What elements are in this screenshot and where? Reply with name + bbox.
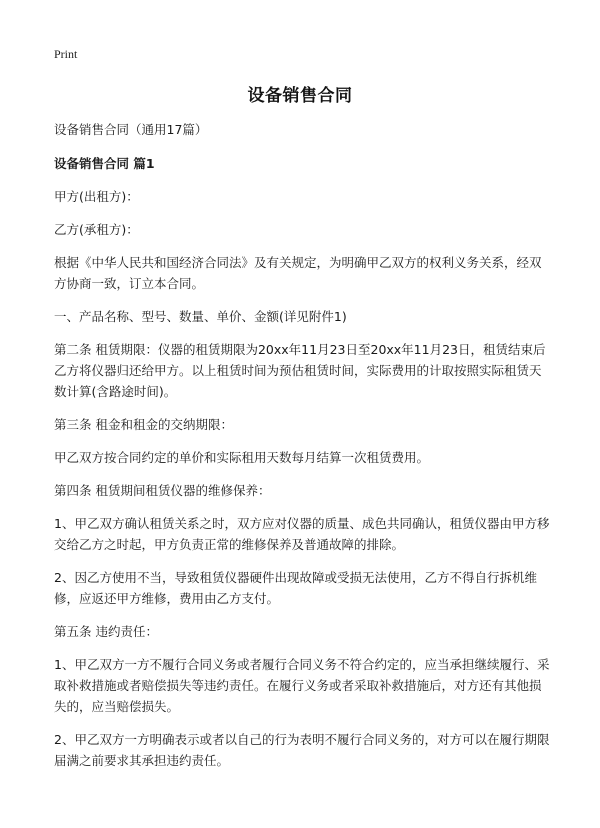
clause-maintenance-item-2: 2、因乙方使用不当，导致租赁仪器硬件出现故障或受损无法使用，乙方不得自行拆机维修，应返还甲方维修，费用由乙方支付。 <box>54 570 537 606</box>
clause-maintenance-item-1: 1、甲乙双方确认租赁关系之时，双方应对仪器的质量、成色共同确认，租赁仪器由甲方移交给乙方之时起，甲方负责正常的维修保养及普通故障的排除。 <box>54 516 550 552</box>
clause-liability-heading: 第五条 违约责任： <box>54 624 158 639</box>
document-subtitle: 设备销售合同（通用17篇） <box>54 122 208 137</box>
clause-rent-heading: 第三条 租金和租金的交纳期限： <box>54 417 233 432</box>
party-b-line: 乙方(承租方)： <box>54 222 139 237</box>
clause-maintenance-heading: 第四条 租赁期间租赁仪器的维修保养： <box>54 483 271 498</box>
clause-product-info: 一、产品名称、型号、数量、单价、金额(详见附件1) <box>54 309 347 324</box>
clause-rent-body: 甲乙双方按合同约定的单价和实际租用天数每月结算一次租赁费用。 <box>54 450 430 465</box>
clause-liability-item-2: 2、甲乙双方一方明确表示或者以自己的行为表明不履行合同义务的，对方可以在履行期限届满之前要求其承担违约责任。 <box>54 732 550 768</box>
clause-lease-term: 第二条 租赁期限：仪器的租赁期限为20xx年11月23日至20xx年11月23日，租赁结束后乙方将仪器归还给甲方。以上租赁时间为预估租赁时间，实际费用的计取按照实际租赁天数计算(含路途时间)。 <box>54 342 546 399</box>
document-body <box>54 119 550 783</box>
section-heading: 设备销售合同 篇1 <box>54 156 155 171</box>
clause-liability-item-1: 1、甲乙双方一方不履行合同义务或者履行合同义务不符合约定的，应当承担继续履行、采取补救措施或者赔偿损失等违约责任。在履行义务或者采取补救措施后，对方还有其他损失的，应当赔偿损失。 <box>54 657 550 714</box>
party-a-line: 甲方(出租方)： <box>54 189 139 204</box>
preamble-paragraph: 根据《中华人民共和国经济合同法》及有关规定，为明确甲乙双方的权利义务关系，经双方协商一致，订立本合同。 <box>54 255 542 291</box>
print-label[interactable]: Print <box>54 47 78 61</box>
document-title: 设备销售合同 <box>247 86 353 106</box>
